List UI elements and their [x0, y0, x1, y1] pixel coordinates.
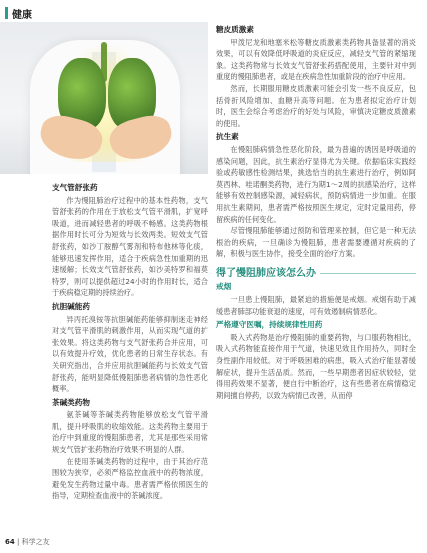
- section-label: 健康: [12, 9, 32, 21]
- subheading-bronchodilator: 支气管舒张药: [52, 183, 98, 192]
- right-column: [216, 22, 416, 401]
- left-column: [52, 180, 208, 502]
- feature-title-text: 得了慢阻肺应该怎么办: [216, 267, 316, 279]
- feature-title: [216, 268, 416, 280]
- paragraph: 尽管慢阻肺能够通过预防和管理来控制，但它是一种无法根治的疾病，一旦确诊为慢阻肺，患者需要遵循对疾病的了解，积极与医生协作，接受全面的治疗方案。: [216, 226, 416, 259]
- section-header: [5, 4, 32, 22]
- paragraph: 在慢阻肺病情急性恶化阶段，最为普遍的诱因是呼吸道的感染问题，因此，抗生素治疗显得尤为关键。依据临床实践经验或药敏感性检测结果，挑选恰当的抗生素进行治疗，例如阿莫西林、哇诺酮类药物，进行为期1～2周的抗感染治疗，这样能够有效控制感染源，减轻病状，预防病情进一步加重。在服用抗生素期间，患者需严格按照医生规定，定时定量用药，停留疾病的任何变化。: [216, 144, 416, 224]
- magazine-name: 科学之友: [21, 538, 50, 546]
- footer-separator: |: [16, 538, 22, 546]
- page-number: 64: [5, 538, 15, 546]
- subheading-antibiotic: 抗生素: [216, 132, 239, 142]
- subheading-anticholinergic: 抗胆碱能药: [52, 301, 90, 311]
- subheading-medication: 严格遵守医嘱，持续规律性用药: [216, 320, 323, 330]
- title-rule: [320, 273, 416, 274]
- paragraph: 在使用茶碱类药物的过程中，由于其治疗范围较为狭窄，必须严格监控血液中的药物浓度，避免发生药物过量中毒。患者需严格依照医生的指导，定期检查血液中的茶碱浓度。: [52, 456, 208, 501]
- paragraph: 作为慢阻肺治疗过程中的基本性药物，支气管舒张药的作用在于放松支气管平滑肌，扩宽呼吸道，进而减轻患者的呼吸不畅感。这类药物根据作用时长可分为短效与长效两类。短效支气管舒张药，如沙丁胺醇气雾剂和特布他林等化痰，能够迅速发挥作用，适合于疾病急性加重期的迅速缓解；长效支气管舒张药，如沙美特罗和福莫特罗，则可以提供超过24小时的作用时长，适合于疾病稳定期的持续治疗。: [52, 195, 208, 298]
- section-accent-bar: [5, 7, 8, 19]
- page-footer: [5, 537, 50, 547]
- subheading-quit-smoking: 戒烟: [216, 282, 232, 292]
- paragraph: 然而，长期服用糖皮质激素可能会引发一些不良反应，包括骨折风险增加、血糖升高等问题。在为患者拟定治疗计划时，医生会综合考虑治疗的好处与风险，审慎决定糖皮质激素的使用。: [216, 83, 416, 128]
- paragraph: 氨茶碱等茶碱类药物能够放松支气管平滑肌，提升呼吸肌的收缩效能。这类药物主要用于治疗中到重度的慢阻肺患者，尤其是那些采用常规支气管扩张药物治疗效果不明显的人群。: [52, 410, 208, 455]
- paragraph: 异丙托溴铵等抗胆碱能药能够抑制迷走神经对支气管平滑肌的刺激作用，从而实现气道的扩张效果。将这类药物与支气舒张药合并应用，可以有效提升疗效，优化患者的日常生存状态。有关研究指出，合并应用抗胆碱能药与长效支气管舒张药，能明显降低慢阻肺患者病情的急性恶化概率。: [52, 314, 208, 394]
- paragraph: 甲泼尼龙和地塞米松等糖皮质激素类药物具备显著的消炎效果，可以有效降低呼吸道的炎症反应，减轻支气管的紧缩现象。这类药物常与长效支气管舒张药搭配使用，主要针对中到重度的慢阻肺患者，或是在疾病急性加重阶段的治疗中应用。: [216, 37, 416, 82]
- subheading-theophylline: 茶碱类药物: [52, 397, 90, 407]
- doctor-lungs-photo: [0, 22, 208, 174]
- paragraph: 一旦患上慢阻肺，最紧迫的措施便是戒烟。戒烟有助于减缓患者肺部功能衰退的速度，可有效遏制病情恶化。: [216, 295, 416, 316]
- subheading-glucocorticoid: 糖皮质激素: [216, 25, 254, 34]
- paragraph: 吸入式药物是治疗慢阻肺的重要药物，与口服药物相比，吸入式药物能直接作用于气道，快速见效且作用持久，同时全身性副作用较低。对于呼吸困难的病患，吸入式治疗能显著缓解症状，提升生活品质。然而，一些早期患者因症状较轻，觉得用药效果不显著，便自行中断治疗，这有些患者在病情稳定期间擅自停药，以致为病情已改善，从而停: [216, 332, 416, 400]
